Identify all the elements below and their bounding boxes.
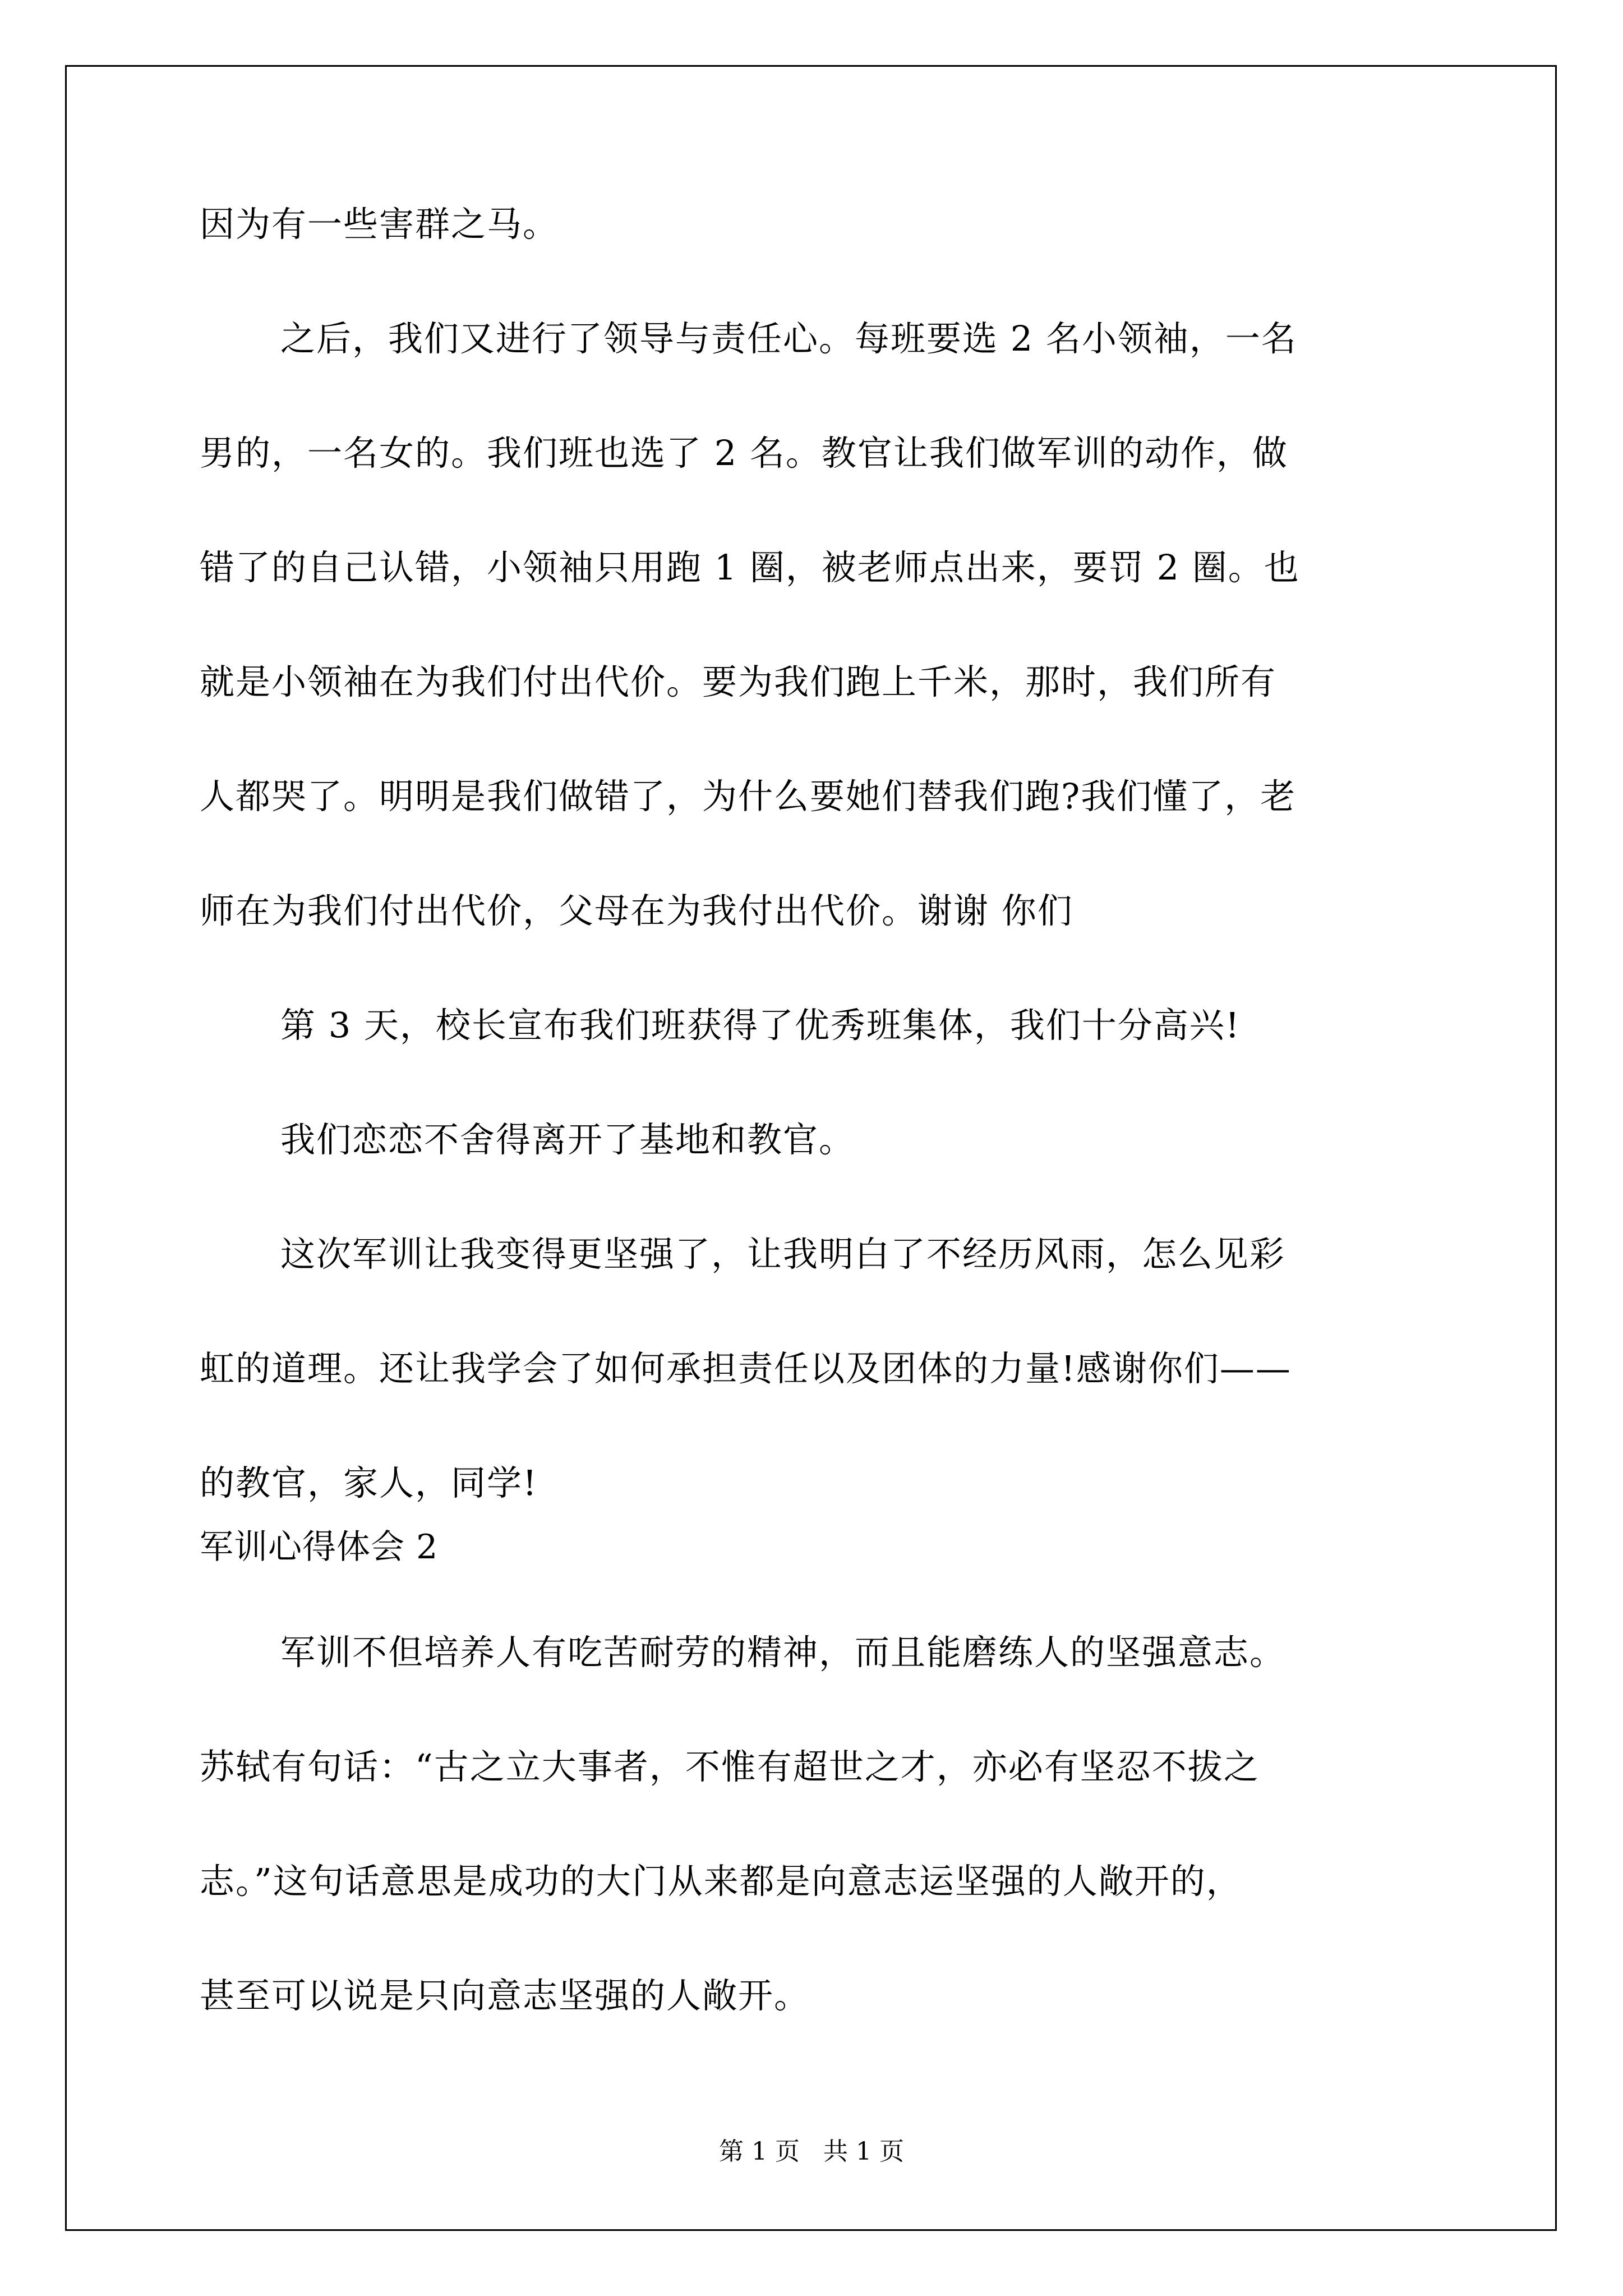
- paragraph-line: 苏轼有句话：“古之立大事者，不惟有超世之才，亦必有坚忍不拔之: [200, 1746, 1260, 1787]
- paragraph-line: 因为有一些害群之马。: [200, 204, 559, 245]
- paragraph-line: 虹的道理。还让我学会了如何承担责任以及团体的力量!感谢你们——: [200, 1348, 1292, 1389]
- paragraph-line: 错了的自己认错，小领袖只用跑 1 圈，被老师点出来，要罚 2 圈。也: [200, 547, 1300, 588]
- paragraph-line: 男的，一名女的。我们班也选了 2 名。教官让我们做军训的动作，做: [200, 432, 1288, 473]
- paragraph-line: 就是小领袖在为我们付出代价。要为我们跑上千米，那时，我们所有: [200, 661, 1277, 702]
- paragraph-line: 师在为我们付出代价，父母在为我付出代价。谢谢 你们: [200, 890, 1073, 931]
- paragraph-line: 这次军训让我变得更坚强了，让我明白了不经历风雨，怎么见彩: [280, 1234, 1286, 1274]
- paragraph-line: 甚至可以说是只向意志坚强的人敞开。: [200, 1975, 810, 2016]
- paragraph-line: 的教官，家人，同学!: [200, 1462, 538, 1503]
- paragraph-line: 我们恋恋不舍得离开了基地和教官。: [280, 1119, 855, 1160]
- page-number-footer: 第 1 页 共 1 页: [719, 2137, 904, 2166]
- paragraph-line: 第 3 天，校长宣布我们班获得了优秀班集体，我们十分高兴!: [280, 1005, 1241, 1046]
- paragraph-line: 军训不但培养人有吃苦耐劳的精神，而且能磨练人的坚强意志。: [280, 1632, 1286, 1673]
- paragraph-line: 志。”这句话意思是成功的大门从来都是向意志运坚强的人敞开的，: [200, 1861, 1242, 1902]
- paragraph-line: 之后，我们又进行了领导与责任心。每班要选 2 名小领袖，一名: [280, 318, 1297, 359]
- section-heading: 军训心得体会 2: [200, 1527, 439, 1567]
- paragraph-line: 人都哭了。明明是我们做错了，为什么要她们替我们跑?我们懂了，老: [200, 776, 1297, 817]
